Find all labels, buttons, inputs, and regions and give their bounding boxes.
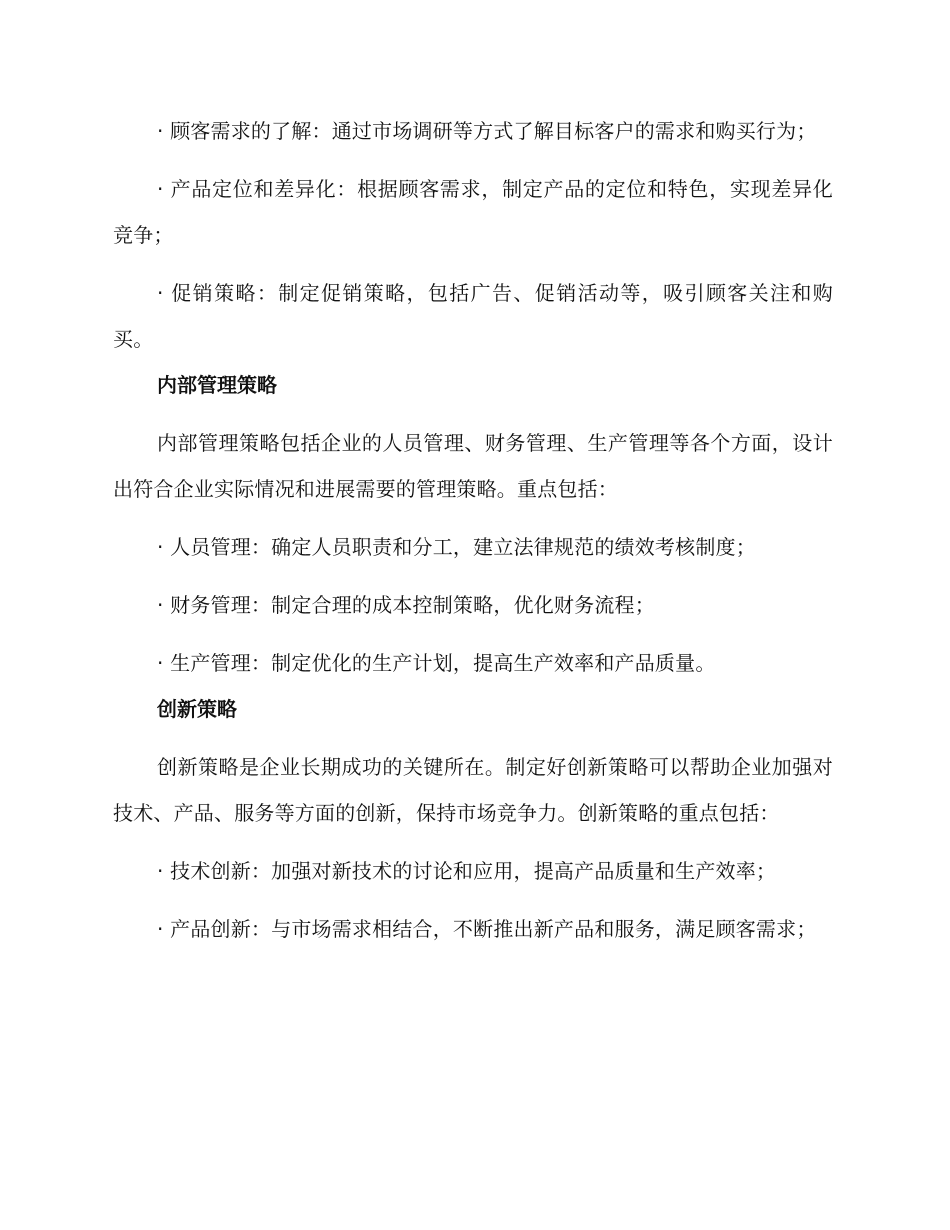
section-heading-internal-management: 内部管理策略 bbox=[157, 373, 277, 397]
bullet-tech-innovation: · 技术创新：加强对新技术的讨论和应用，提高产品质量和生产效率； bbox=[157, 859, 777, 883]
bullet-promotion-strategy: · 促销策略：制定促销策略，包括广告、促销活动等，吸引顾客关注和购买。 bbox=[113, 281, 833, 351]
bullet-production-management: · 生产管理：制定优化的生产计划，提高生产效率和产品质量。 bbox=[157, 651, 716, 675]
bullet-customer-needs: · 顾客需求的了解：通过市场调研等方式了解目标客户的需求和购买行为； bbox=[157, 119, 817, 143]
document-page bbox=[113, 108, 833, 952]
bullet-finance-management: · 财务管理：制定合理的成本控制策略，优化财务流程； bbox=[157, 593, 655, 617]
paragraph-innovation: 创新策略是企业长期成功的关键所在。制定好创新策略可以帮助企业加强对技术、产品、服务等方面的创新，保持市场竞争力。创新策略的重点包括： bbox=[113, 755, 833, 825]
section-heading-innovation: 创新策略 bbox=[157, 697, 237, 721]
bullet-product-positioning: · 产品定位和差异化：根据顾客需求，制定产品的定位和特色，实现差异化竞争； bbox=[113, 177, 833, 247]
paragraph-internal-management: 内部管理策略包括企业的人员管理、财务管理、生产管理等各个方面，设计出符合企业实际情况和进展需要的管理策略。重点包括： bbox=[113, 431, 833, 501]
bullet-personnel-management: · 人员管理：确定人员职责和分工，建立法律规范的绩效考核制度； bbox=[157, 535, 756, 559]
bullet-product-innovation: · 产品创新：与市场需求相结合，不断推出新产品和服务，满足顾客需求； bbox=[157, 917, 817, 941]
